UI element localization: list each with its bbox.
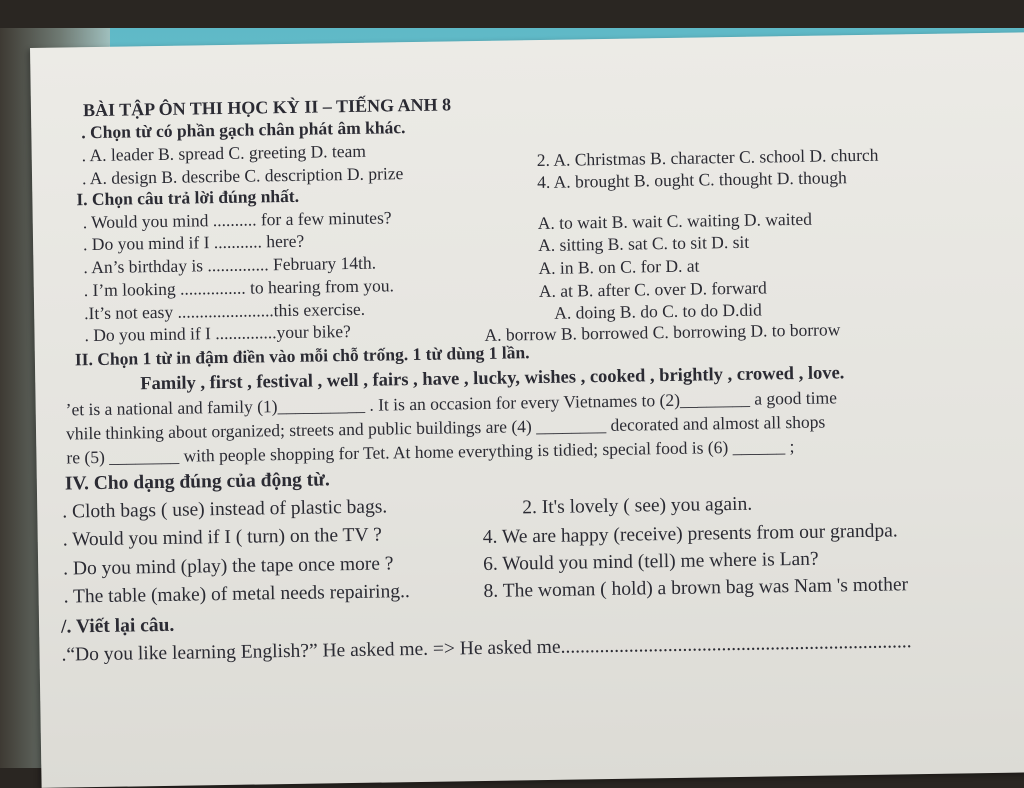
section4-item: . Do you mind (play) the tape once more ? (63, 553, 394, 580)
section2-question: . I’m looking ............... to hearing from you. (83, 275, 395, 301)
section2-heading: I. Chọn câu trả lời đúng nhất. (76, 185, 300, 210)
section1-q3: . A. design B. describe C. description D. prize (81, 163, 404, 189)
section4-item: 2. It's lovely ( see) you again. (522, 493, 753, 519)
section5-heading: /. Viết lại câu. (60, 614, 175, 638)
worksheet-page (30, 32, 1024, 788)
section2-question: . An’s birthday is .............. February 14th. (83, 252, 377, 278)
section5-q1: .“Do you like learning English?” He asked me. => He asked me........................................................................ (61, 631, 912, 666)
section4-item: 4. We are happy (receive) presents from our grandpa. (482, 520, 898, 548)
section4-item: . The table (make) of metal needs repairing.. (63, 581, 410, 608)
section1-q2: 2. A. Christmas B. character C. school D. church (536, 144, 879, 171)
section4-item: . Cloth bags ( use) instead of plastic bags. (62, 496, 388, 523)
section1-q4: 4. A. brought B. ought C. thought D. though (537, 167, 847, 193)
section2-options: A. to wait B. wait C. waiting D. waited (537, 208, 813, 234)
section2-options: A. sitting B. sat C. to sit D. sit (538, 231, 750, 256)
worksheet-title: BÀI TẬP ÔN THI HỌC KỲ II – TIẾNG ANH 8 (82, 94, 452, 121)
section2-question: .It’s not easy ......................this exercise. (84, 298, 366, 324)
section2-options: A. in B. on C. for D. at (538, 255, 700, 279)
section2-options: A. at B. after C. over D. forward (538, 277, 767, 302)
section4-heading: IV. Cho dạng đúng của động từ. (64, 469, 330, 495)
passage-line: re (5) ________ with people shopping for Tet. At home everything is tidied; special food is (6) ______ ; (66, 436, 795, 468)
passage-line: vhile thinking about organized; streets and public buildings are (4) ________ decorated and almost all shops (65, 411, 826, 444)
section2-options: A. borrow B. borrowed C. borrowing D. to borrow (484, 319, 841, 345)
passage-line: ’et is a national and family (1)__________ . It is an occasion for every Vietnames to (2)________ a good time (65, 387, 838, 420)
section4-item: 6. Would you mind (tell) me where is Lan? (483, 548, 819, 575)
section3-heading: II. Chọn 1 từ in đậm điền vào mỗi chỗ trống. 1 từ dùng 1 lần. (74, 342, 530, 370)
section1-heading: . Chọn từ có phần gạch chân phát âm khác. (81, 117, 406, 143)
section2-options: A. doing B. do C. to do D.did (554, 299, 762, 323)
word-bank: Family , first , festival , well , fairs , have , lucky, wishes , cooked , brightly , crowed , love. (140, 363, 845, 395)
section2-question: . Do you mind if I ........... here? (82, 230, 305, 255)
section4-item: 8. The woman ( hold) a brown bag was Nam 's mother (483, 574, 909, 602)
section1-q1: . A. leader B. spread C. greeting D. team (81, 140, 367, 166)
section2-question: . Would you mind .......... for a few minutes? (82, 207, 392, 233)
section4-item: . Would you mind if I ( turn) on the TV ? (62, 524, 382, 551)
section2-question: . Do you mind if I ..............your bike? (84, 320, 352, 346)
